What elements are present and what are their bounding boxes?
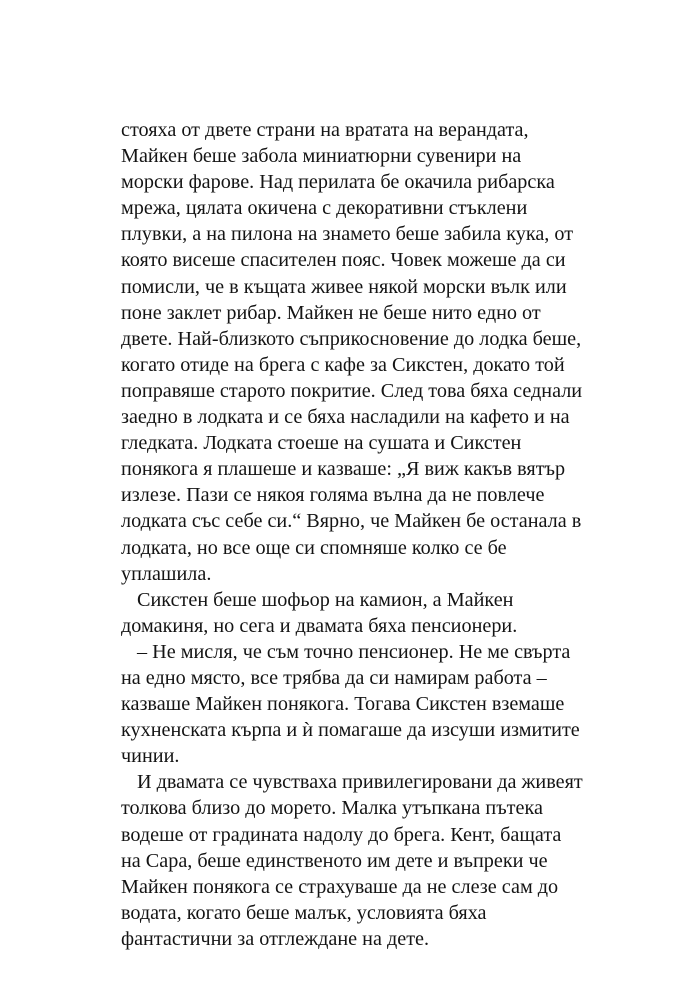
text-line: Майкен понякога се страхуваше да не слезе сам до (121, 875, 559, 898)
text-line: лодката със себе си.“ Вярно, че Майкен бе останала в (121, 510, 582, 533)
text-line: поне заклет рибар. Майкен не беше нито едно от (121, 301, 541, 324)
text-line: водата, когато беше малък, условията бяха (121, 901, 487, 924)
text-line: казваше Майкен понякога. Тогава Сикстен вземаше (121, 693, 565, 716)
text-line: двете. Най-близкото съприкосновение до лодка беше, (121, 327, 582, 350)
text-line: мрежа, цялата окичена с декоративни стъклени (121, 197, 528, 220)
text-line: уплашила. (121, 562, 212, 585)
text-line: чинии. (121, 745, 180, 768)
text-line: когато отиде на брега с кафе за Сикстен, докато той (121, 353, 565, 376)
text-line: стояха от двете страни на вратата на верандата, (121, 119, 529, 141)
text-line: гледката. Лодката стоеше на сушата и Сикстен (121, 432, 522, 455)
text-line: – Не мисля, че съм точно пенсионер. Не ме свърта (137, 640, 571, 663)
text-line: водеше от градината надолу до брега. Кент, бащата (121, 823, 562, 846)
text-line: фантастични за отглеждане на дете. (121, 927, 430, 950)
text-line: на Сара, беше единственото им дете и въпреки че (121, 849, 548, 872)
text-line: излезе. Пази се някоя голяма вълна да не повлече (121, 484, 545, 507)
text-line: заедно в лодката и се бяха насладили на кафето и на (121, 406, 570, 429)
text-line: домакиня, но сега и двамата бяха пенсионери. (121, 614, 518, 637)
text-line: плувки, а на пилона на знамето беше забила кука, от (121, 223, 574, 246)
text-line: лодката, но все още си спомняше колко се бе (121, 536, 507, 559)
text-line: кухненската кърпа и ѝ помагаше да изсуши измитите (121, 719, 580, 742)
page-body-text (121, 117, 601, 952)
text-line: поправяше старото покритие. След това бяха седнали (121, 379, 583, 402)
text-line: която висеше спасителен пояс. Човек можеше да си (121, 249, 566, 272)
text-line: толкова близо до морето. Малка утъпкана пътека (121, 797, 543, 820)
text-line: Сикстен беше шофьор на камион, а Майкен (137, 588, 514, 611)
text-line: на едно място, все трябва да си намирам работа – (121, 666, 547, 689)
text-line: Майкен беше забола миниатюрни сувенири на (121, 145, 522, 168)
text-line: И двамата се чувстваха привилегировани да живеят (137, 771, 583, 794)
text-line: помисли, че в къщата живее някой морски вълк или (121, 275, 567, 298)
text-line: морски фарове. Над перилата бе окачила рибарска (121, 171, 555, 194)
text-line: понякога я плашеше и казваше: „Я виж какъв вятър (121, 458, 566, 481)
